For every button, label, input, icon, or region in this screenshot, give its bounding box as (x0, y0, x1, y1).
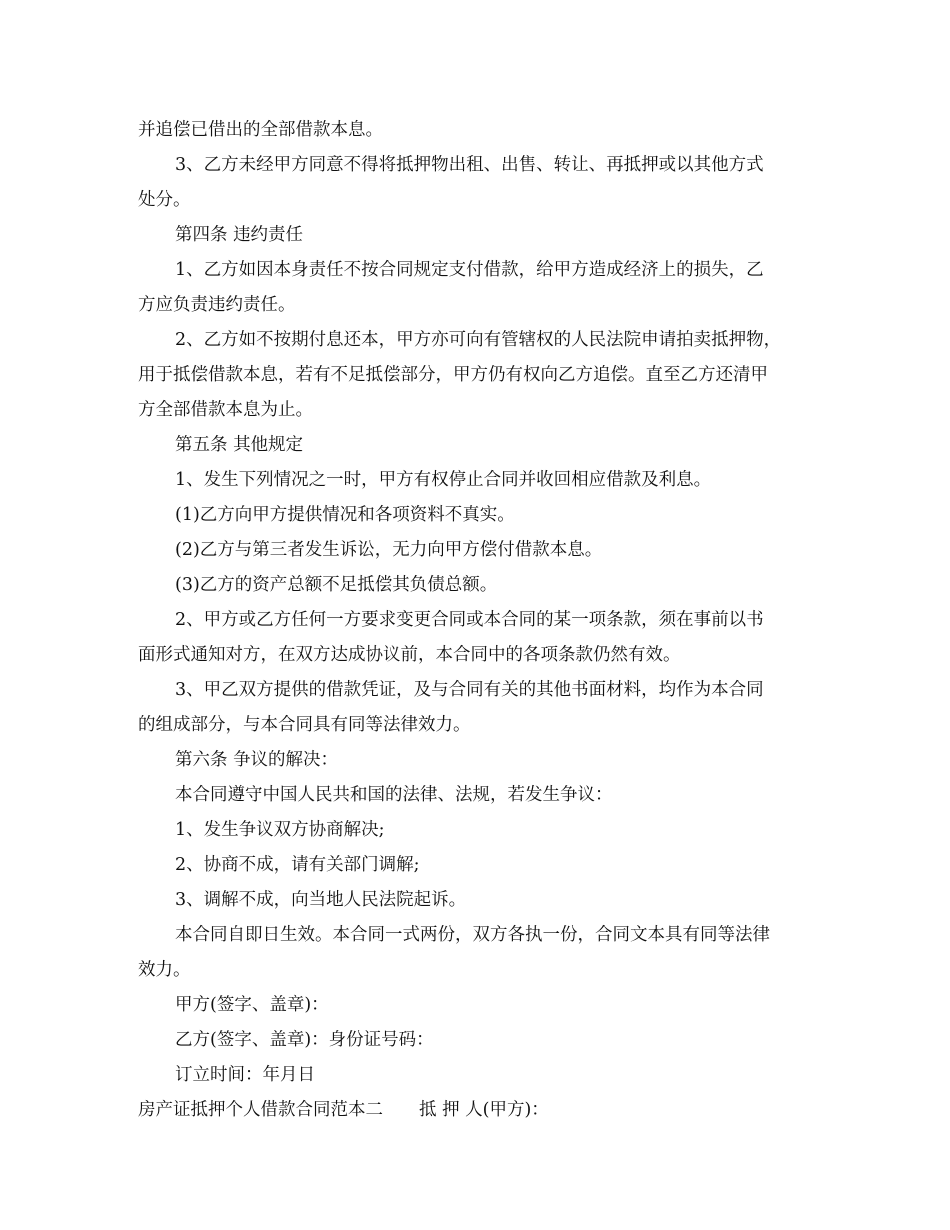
signature-line: 乙方(签字、盖章)：身份证号码： (175, 1030, 434, 1050)
text-line: 用于抵偿借款本息，若有不足抵偿部分，甲方仍有权向乙方追偿。直至乙方还清甲 (138, 365, 768, 385)
text-line: 1、乙方如因本身责任不按合同规定支付借款，给甲方造成经济上的损失，乙 (175, 260, 764, 280)
text-line: 3、甲乙双方提供的借款凭证，及与合同有关的其他书面材料，均作为本合同 (175, 680, 764, 700)
mortgagor-label: 抵 押 人(甲方)： (419, 1100, 549, 1120)
text-line: 效力。 (138, 960, 191, 980)
text-line: 1、发生争议双方协商解决; (175, 820, 385, 840)
text-line: 2、乙方如不按期付息还本，甲方亦可向有管辖权的人民法院申请拍卖抵押物， (175, 330, 782, 350)
text-line: 面形式通知对方，在双方达成协议前，本合同中的各项条款仍然有效。 (138, 645, 681, 665)
text-line: (2)乙方与第三者发生诉讼，无力向甲方偿付借款本息。 (175, 540, 603, 560)
text-line: 1、发生下列情况之一时，甲方有权停止合同并收回相应借款及利息。 (175, 470, 712, 490)
text-line: (3)乙方的资产总额不足抵偿其负债总额。 (175, 575, 498, 595)
section-heading: 第四条 违约责任 (175, 225, 304, 245)
text-line: 本合同自即日生效。本合同一式两份，双方各执一份，合同文本具有同等法律 (175, 925, 770, 945)
section-heading: 第五条 其他规定 (175, 435, 304, 455)
text-line: 2、协商不成，请有关部门调解; (175, 855, 420, 875)
text-line: 方应负责违约责任。 (138, 295, 296, 315)
signature-line: 甲方(签字、盖章)： (175, 995, 329, 1015)
text-line: 的组成部分，与本合同具有同等法律效力。 (138, 715, 471, 735)
section-heading: 第六条 争议的解决： (175, 750, 339, 770)
text-line: (1)乙方向甲方提供情况和各项资料不真实。 (175, 505, 515, 525)
text-line: 3、乙方未经甲方同意不得将抵押物出租、出售、转让、再抵押或以其他方式 (175, 155, 764, 175)
text-line: 本合同遵守中国人民共和国的法律、法规，若发生争议： (175, 785, 613, 805)
footer-line (138, 1098, 818, 1122)
text-line: 3、调解不成，向当地人民法院起诉。 (175, 890, 467, 910)
text-line: 并追偿已借出的全部借款本息。 (138, 120, 383, 140)
text-line: 处分。 (138, 190, 191, 210)
text-line: 2、甲方或乙方任何一方要求变更合同或本合同的某一项条款，须在事前以书 (175, 610, 764, 630)
text-line: 方全部借款本息为止。 (138, 400, 313, 420)
date-line: 订立时间：年月日 (175, 1065, 315, 1085)
next-contract-title: 房产证抵押个人借款合同范本二 (138, 1100, 383, 1120)
